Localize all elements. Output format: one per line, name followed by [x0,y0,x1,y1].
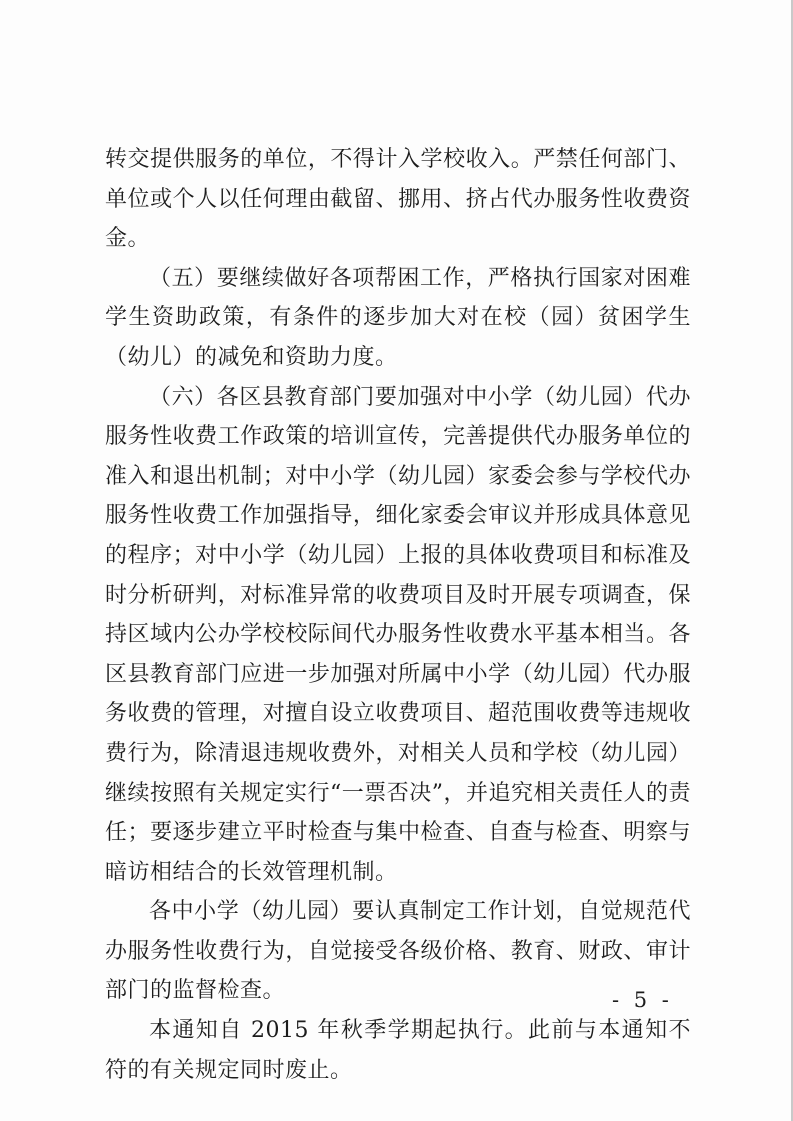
paragraph-schools: 各中小学（幼儿园）要认真制定工作计划，自觉规范代办服务性收费行为，自觉接受各级价格、教育、财政、审计部门的监督检查。 [105,899,691,1004]
paragraph-effective-date: 本通知自 2015 年秋季学期起执行。此前与本通知不符的有关规定同时废止。 [105,1018,691,1083]
body-text [105,140,691,1090]
paragraph-item-6: （六）各区县教育部门要加强对中小学（幼儿园）代办服务性收费工作政策的培训宣传，完善提供代办服务单位的准入和退出机制；对中小学（幼儿园）家委会参与学校代办服务性收费工作加强指导，细化家委会审议并形成具体意见的程序；对中小学（幼儿园）上报的具体收费项目和标准及时分析研判，对标准异常的收费项目及时开展专项调查，保持区域内公办学校校际间代办服务性收费水平基本相当。各区县教育部门应进一步加强对所属中小学（幼儿园）代办服务收费的管理，对擅自设立收费项目、超范围收费等违规收费行为，除清退违规收费外，对相关人员和学校（幼儿园）继续按照有关规定实行“一票否决”，并追究相关责任人的责任；要逐步建立平时检查与集中检查、自查与检查、明察与暗访相结合的长效管理机制。 [105,384,691,885]
page-number: - 5 - [612,988,673,1012]
paragraph-continued: 转交提供服务的单位，不得计入学校收入。严禁任何部门、单位或个人以任何理由截留、挪用、挤占代办服务性收费资金。 [105,147,691,252]
paragraph-item-5: （五）要继续做好各项帮困工作，严格执行国家对困难学生资助政策，有条件的逐步加大对在校（园）贫困学生（幼儿）的减免和资助力度。 [105,265,691,370]
